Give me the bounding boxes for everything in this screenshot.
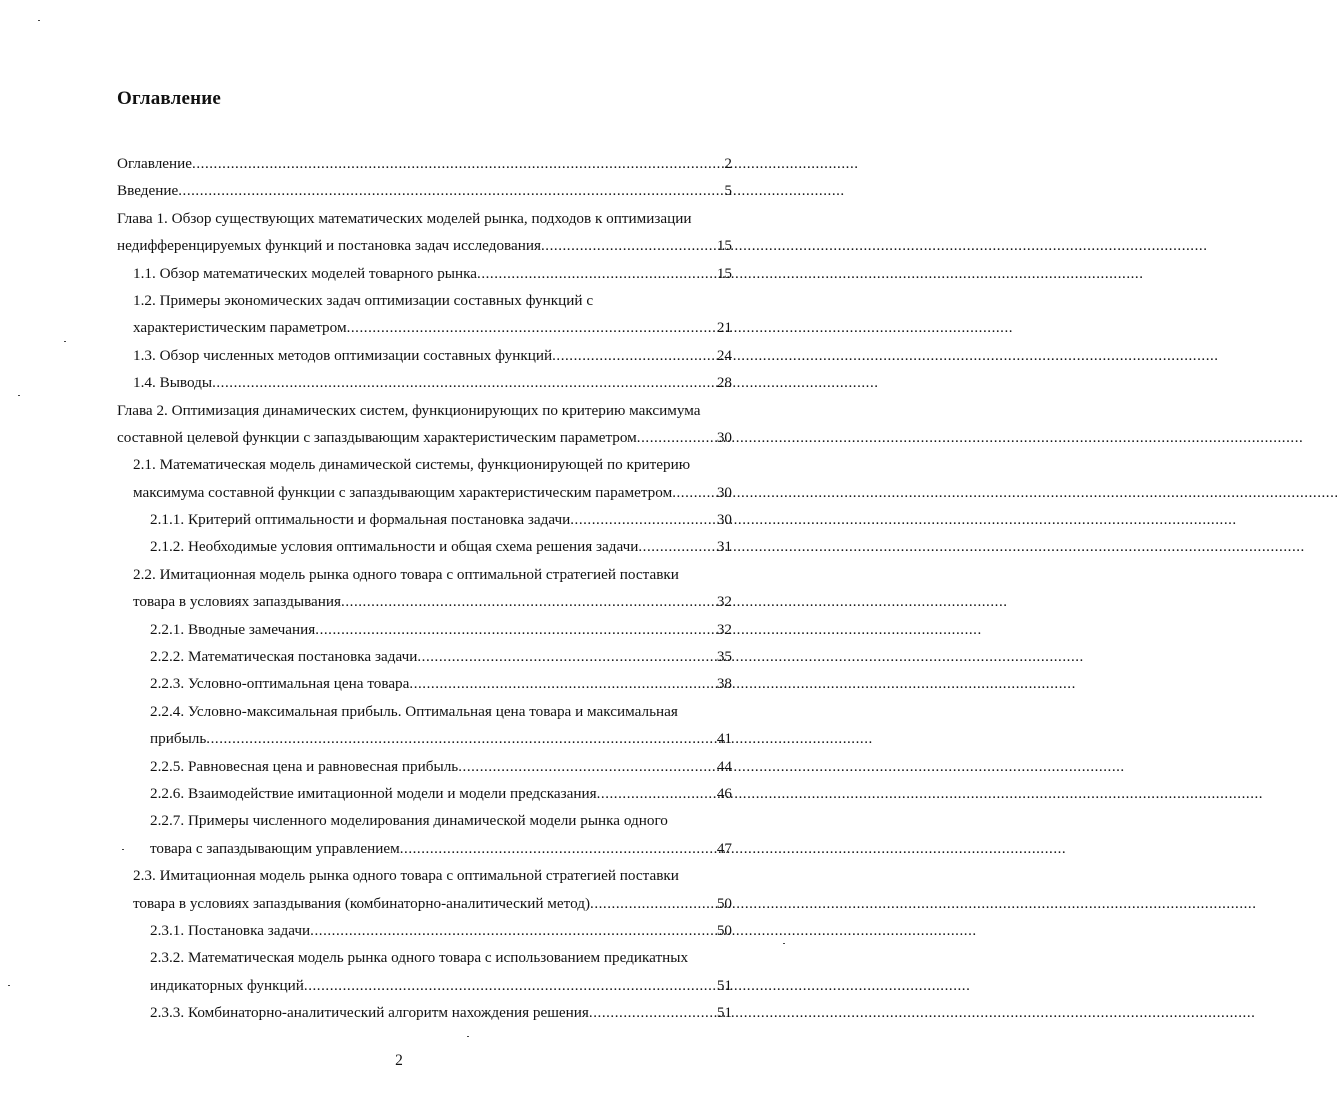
toc-page-number: 50	[716, 894, 732, 912]
toc-entry	[117, 944, 732, 971]
toc-page-number: 51	[716, 976, 732, 994]
toc-entry-text: 2.3. Имитационная модель рынка одного товара с оптимальной стратегией поставки	[133, 867, 679, 885]
toc-entry	[117, 506, 732, 533]
toc-leader	[315, 616, 716, 644]
toc-leader	[637, 424, 716, 452]
toc-entry	[117, 479, 732, 506]
toc-leader	[341, 588, 716, 616]
toc-page-number: 30	[716, 428, 732, 446]
toc-entry-text: 1.4. Выводы	[133, 374, 213, 392]
toc-entry-text: товара в условиях запаздывания	[133, 593, 342, 611]
toc-page-number: 21	[716, 319, 732, 337]
toc-leader	[552, 342, 716, 370]
toc-leader	[192, 150, 723, 178]
toc-entry	[117, 561, 732, 588]
toc-entry	[117, 424, 732, 451]
toc-page-number: 24	[716, 346, 732, 364]
toc-entry	[117, 397, 732, 424]
toc-entry-text: 2.2.7. Примеры численного моделирования динамической модели рынка одного	[150, 812, 668, 830]
toc-entry	[117, 862, 732, 889]
toc-entry	[117, 999, 732, 1026]
toc-entry-text: 2.3.3. Комбинаторно-аналитический алгоритм нахождения решения	[150, 1004, 589, 1022]
scan-speck	[18, 395, 20, 396]
toc-entry	[117, 670, 732, 697]
toc-leader	[477, 260, 716, 288]
toc-page-number: 47	[716, 839, 732, 857]
toc-entry-text: 2.2.6. Взаимодействие имитационной модели и модели предсказания	[150, 784, 597, 802]
toc-page-number: 31	[716, 538, 732, 556]
toc-entry-text: 2.2.3. Условно-оптимальная цена товара	[150, 675, 410, 693]
toc-page-number: 2	[724, 155, 732, 172]
toc-entry-text: 2.2.4. Условно-максимальная прибыль. Оптимальная цена товара и максимальная	[150, 702, 678, 720]
scan-speck	[8, 985, 10, 986]
toc-page-number: 44	[716, 757, 732, 775]
toc-leader	[458, 753, 716, 781]
scan-speck	[122, 849, 124, 850]
toc-page-number: 38	[716, 675, 732, 693]
toc-entry-text: 2.3.1. Постановка задачи	[150, 921, 311, 939]
toc-leader	[590, 890, 716, 918]
toc-page-number: 15	[716, 264, 732, 282]
toc-entry-text: 2.1. Математическая модель динамической системы, функционирующей по критерию	[133, 456, 691, 474]
toc-entry	[117, 260, 732, 287]
toc-entry-text: 2.1.2. Необходимые условия оптимальности и общая схема решения задачи	[150, 538, 639, 556]
toc-entry-text: прибыль	[150, 730, 207, 748]
toc-entry-text: 2.1.1. Критерий оптимальности и формальная постановка задачи	[150, 511, 571, 529]
toc-leader	[409, 670, 715, 698]
toc-page-number: 46	[716, 784, 732, 802]
toc-entry	[117, 616, 732, 643]
toc-entry-text: 1.1. Обзор математических моделей товарного рынка	[133, 264, 478, 282]
toc-entry-text: Глава 1. Обзор существующих математических моделей рынка, подходов к оптимизации	[117, 209, 692, 227]
toc-entry-text: 2.2. Имитационная модель рынка одного товара с оптимальной стратегией поставки	[133, 565, 679, 583]
toc-page-number: 32	[716, 593, 732, 611]
toc-page-number: 5	[724, 182, 732, 200]
scan-speck	[38, 20, 40, 21]
toc-entry-text: 1.3. Обзор численных методов оптимизации составных функций	[133, 346, 553, 364]
toc-leader	[310, 917, 716, 945]
toc-entry	[117, 972, 732, 999]
toc-entry-text: товара в условиях запаздывания (комбинаторно-аналитический метод)	[133, 894, 591, 912]
toc-leader	[347, 314, 716, 342]
toc-entry	[117, 533, 732, 560]
toc-entry	[117, 314, 732, 341]
toc-entry-text: 2.2.5. Равновесная цена и равновесная прибыль	[150, 757, 459, 775]
toc-entry	[117, 698, 732, 725]
toc-entry	[117, 588, 732, 615]
toc-entry-text: Оглавление	[117, 155, 193, 172]
toc-entry-text: Введение	[117, 182, 179, 200]
toc-page-number: 32	[716, 620, 732, 638]
toc-entry	[117, 451, 732, 478]
toc-entry-text: максимума составной функции с запаздывающим характеристическим параметром	[133, 483, 673, 501]
toc-entry-text: составной целевой функции с запаздывающим характеристическим параметром	[117, 428, 637, 446]
toc-page-number: 50	[716, 921, 732, 939]
toc-page-number: 35	[716, 648, 732, 666]
toc-entry	[117, 177, 732, 204]
toc-entry	[117, 232, 732, 259]
toc-leader	[541, 232, 716, 260]
toc-entry	[117, 369, 732, 396]
toc-leader	[672, 479, 716, 507]
page-title: Оглавление	[117, 88, 222, 109]
toc-leader	[206, 725, 716, 753]
page-number: 2	[395, 1052, 403, 1069]
toc-leader	[597, 780, 716, 808]
scan-speck	[783, 943, 785, 944]
toc-entry	[117, 780, 732, 807]
toc-entry-text: индикаторных функций	[150, 976, 304, 994]
toc-page-number: 30	[716, 483, 732, 501]
toc-leader	[417, 643, 715, 671]
toc-leader	[570, 506, 716, 534]
toc-entry-text: 1.2. Примеры экономических задач оптимизации составных функций с	[133, 291, 594, 309]
toc-entry	[117, 807, 732, 834]
toc-entry	[117, 342, 732, 369]
toc-leader	[178, 177, 723, 205]
toc-entry-text: характеристическим параметром	[133, 319, 347, 337]
toc-leader	[589, 999, 716, 1027]
toc-entry	[117, 287, 732, 314]
toc-entry	[117, 753, 732, 780]
toc-entry	[117, 205, 732, 232]
toc-page-number: 30	[716, 511, 732, 529]
toc-entry-text: 2.2.1. Вводные замечания	[150, 620, 316, 638]
toc-leader	[304, 972, 716, 1000]
toc-entry-text: товара с запаздывающим управлением	[150, 839, 400, 857]
toc-leader	[638, 533, 715, 561]
toc-page-number: 51	[716, 1004, 732, 1022]
toc-leader	[212, 369, 716, 397]
toc-entry	[117, 725, 732, 752]
toc-page-number: 15	[716, 237, 732, 255]
table-of-contents	[117, 150, 732, 1027]
toc-entry	[117, 835, 732, 862]
toc-entry	[117, 890, 732, 917]
toc-entry	[117, 150, 732, 177]
toc-page-number: 28	[716, 374, 732, 392]
toc-entry-text: недифференцируемых функций и постановка задач исследования	[117, 237, 541, 255]
toc-entry	[117, 917, 732, 944]
toc-entry	[117, 643, 732, 670]
toc-leader	[400, 835, 716, 863]
toc-entry-text: Глава 2. Оптимизация динамических систем, функционирующих по критерию максимума	[117, 401, 701, 419]
toc-page-number: 41	[716, 730, 732, 748]
scan-speck	[467, 1036, 469, 1037]
toc-entry-text: 2.2.2. Математическая постановка задачи	[150, 648, 418, 666]
scan-speck	[64, 341, 66, 342]
toc-entry-text: 2.3.2. Математическая модель рынка одного товара с использованием предикатных	[150, 949, 689, 967]
